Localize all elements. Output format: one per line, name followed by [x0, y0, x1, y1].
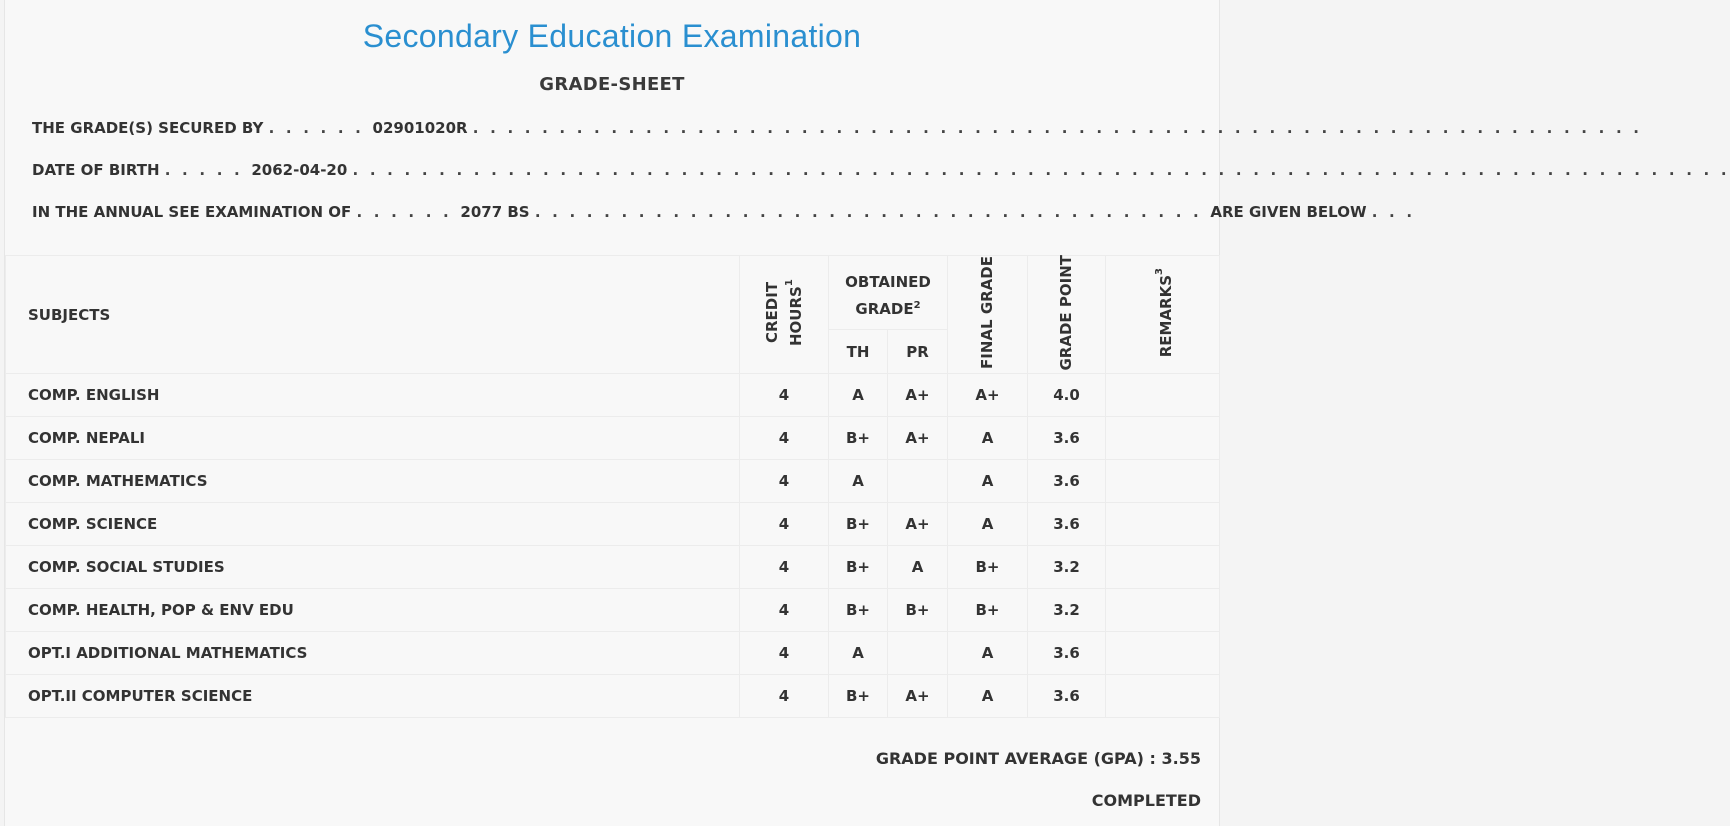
th-grade-cell: B+ — [829, 417, 888, 460]
dob-value: 2062-04-20 — [251, 161, 348, 179]
grade-point-cell: 3.2 — [1028, 589, 1106, 632]
final-grade-cell: A — [948, 503, 1028, 546]
table-row — [6, 589, 1220, 632]
pr-grade-cell: A+ — [888, 417, 948, 460]
th-grade-cell: B+ — [829, 675, 888, 718]
credit-cell: 4 — [740, 546, 829, 589]
credit-hours-header: CREDIT HOURS$^1$ — [740, 256, 829, 374]
th-grade-cell: B+ — [829, 546, 888, 589]
pr-grade-cell: B+ — [888, 589, 948, 632]
dob-line: DATE OF BIRTH . . . . . 2062-04-20 . . . . . . . . . . . . . . . . . . . . . . . . . . . . . . . . . . . . . . . . . . . . . . . . . . . . . . . . . . . . . . . . . . . . . . . . . . . . . . . . — [32, 161, 1730, 179]
symbol-number: 02901020R — [372, 119, 468, 137]
final-grade-cell: A — [948, 632, 1028, 675]
pr-grade-cell — [888, 460, 948, 503]
grade-sheet — [4, 0, 1730, 826]
th-grade-cell: B+ — [829, 589, 888, 632]
exam-suffix: ARE GIVEN BELOW — [1210, 203, 1367, 221]
remarks-cell — [1106, 503, 1220, 546]
remarks-cell — [1106, 675, 1220, 718]
secured-by-label: THE GRADE(S) SECURED BY — [32, 119, 264, 137]
credit-cell: 4 — [740, 632, 829, 675]
remarks-cell — [1106, 546, 1220, 589]
subject-cell: COMP. SOCIAL STUDIES — [6, 546, 740, 589]
exam-year: 2077 BS — [460, 203, 530, 221]
credit-cell: 4 — [740, 589, 829, 632]
credit-cell: 4 — [740, 417, 829, 460]
final-grade-cell: A+ — [948, 374, 1028, 417]
remarks-header: REMARKS$^3$ — [1106, 256, 1220, 374]
grade-point-cell: 3.6 — [1028, 417, 1106, 460]
pr-grade-cell: A — [888, 546, 948, 589]
subject-cell: COMP. MATHEMATICS — [6, 460, 740, 503]
th-grade-cell: B+ — [829, 503, 888, 546]
remarks-cell — [1106, 417, 1220, 460]
status-text: COMPLETED — [1091, 791, 1201, 810]
final-grade-cell: A — [948, 417, 1028, 460]
grade-point-cell: 3.6 — [1028, 503, 1106, 546]
table-row — [6, 374, 1220, 417]
gpa-value: 3.55 — [1161, 749, 1201, 768]
table-row — [6, 675, 1220, 718]
th-header: TH — [829, 330, 888, 374]
final-grade-cell: A — [948, 460, 1028, 503]
grade-point-cell: 3.6 — [1028, 460, 1106, 503]
credit-cell: 4 — [740, 503, 829, 546]
credit-cell: 4 — [740, 675, 829, 718]
dob-label: DATE OF BIRTH — [32, 161, 160, 179]
th-grade-cell: A — [829, 632, 888, 675]
exam-line: IN THE ANNUAL SEE EXAMINATION OF . . . . . . 2077 BS . . . . . . . . . . . . . . . . . . . . . . . . . . . . . . . . . . . . . . . ARE GIVEN BELOW . . . — [32, 203, 1416, 221]
th-grade-cell: A — [829, 460, 888, 503]
remarks-cell — [1106, 589, 1220, 632]
gpa-line — [876, 749, 1201, 768]
table-row — [6, 460, 1220, 503]
obtained-grade-header: OBTAINED GRADE$^2$ — [829, 256, 948, 330]
final-grade-cell: B+ — [948, 546, 1028, 589]
final-grade-header: FINAL GRADE — [948, 256, 1028, 374]
subject-cell: COMP. HEALTH, POP & ENV EDU — [6, 589, 740, 632]
grade-point-cell: 4.0 — [1028, 374, 1106, 417]
exam-label: IN THE ANNUAL SEE EXAMINATION OF — [32, 203, 352, 221]
subject-cell: COMP. ENGLISH — [6, 374, 740, 417]
subject-cell: OPT.I ADDITIONAL MATHEMATICS — [6, 632, 740, 675]
grades-table — [5, 255, 1220, 718]
table-row — [6, 632, 1220, 675]
table-row — [6, 503, 1220, 546]
remarks-cell — [1106, 374, 1220, 417]
gpa-label: GRADE POINT AVERAGE (GPA) : — [875, 749, 1156, 768]
final-grade-cell: A — [948, 675, 1028, 718]
pr-header: PR — [888, 330, 948, 374]
grade-point-cell: 3.6 — [1028, 632, 1106, 675]
credit-cell: 4 — [740, 460, 829, 503]
grade-point-header: GRADE POINT — [1028, 256, 1106, 374]
subjects-header: SUBJECTS — [6, 256, 740, 374]
sheet-subtitle: GRADE-SHEET — [539, 74, 685, 95]
credit-cell: 4 — [740, 374, 829, 417]
remarks-cell — [1106, 632, 1220, 675]
final-grade-cell: B+ — [948, 589, 1028, 632]
th-grade-cell: A — [829, 374, 888, 417]
grade-point-cell: 3.6 — [1028, 675, 1106, 718]
table-row — [6, 546, 1220, 589]
subject-cell: COMP. SCIENCE — [6, 503, 740, 546]
table-row — [6, 417, 1220, 460]
secured-by-line: THE GRADE(S) SECURED BY . . . . . . 02901020R . . . . . . . . . . . . . . . . . . . . . . . . . . . . . . . . . . . . . . . . . . . . . . . . . . . . . . . . . . . . . . . . . . . . — [32, 119, 1643, 137]
pr-grade-cell: A+ — [888, 503, 948, 546]
pr-grade-cell: A+ — [888, 374, 948, 417]
subject-cell: COMP. NEPALI — [6, 417, 740, 460]
page-title: Secondary Education Examination — [362, 18, 862, 54]
subject-cell: OPT.II COMPUTER SCIENCE — [6, 675, 740, 718]
pr-grade-cell — [888, 632, 948, 675]
grade-point-cell: 3.2 — [1028, 546, 1106, 589]
pr-grade-cell: A+ — [888, 675, 948, 718]
remarks-cell — [1106, 460, 1220, 503]
